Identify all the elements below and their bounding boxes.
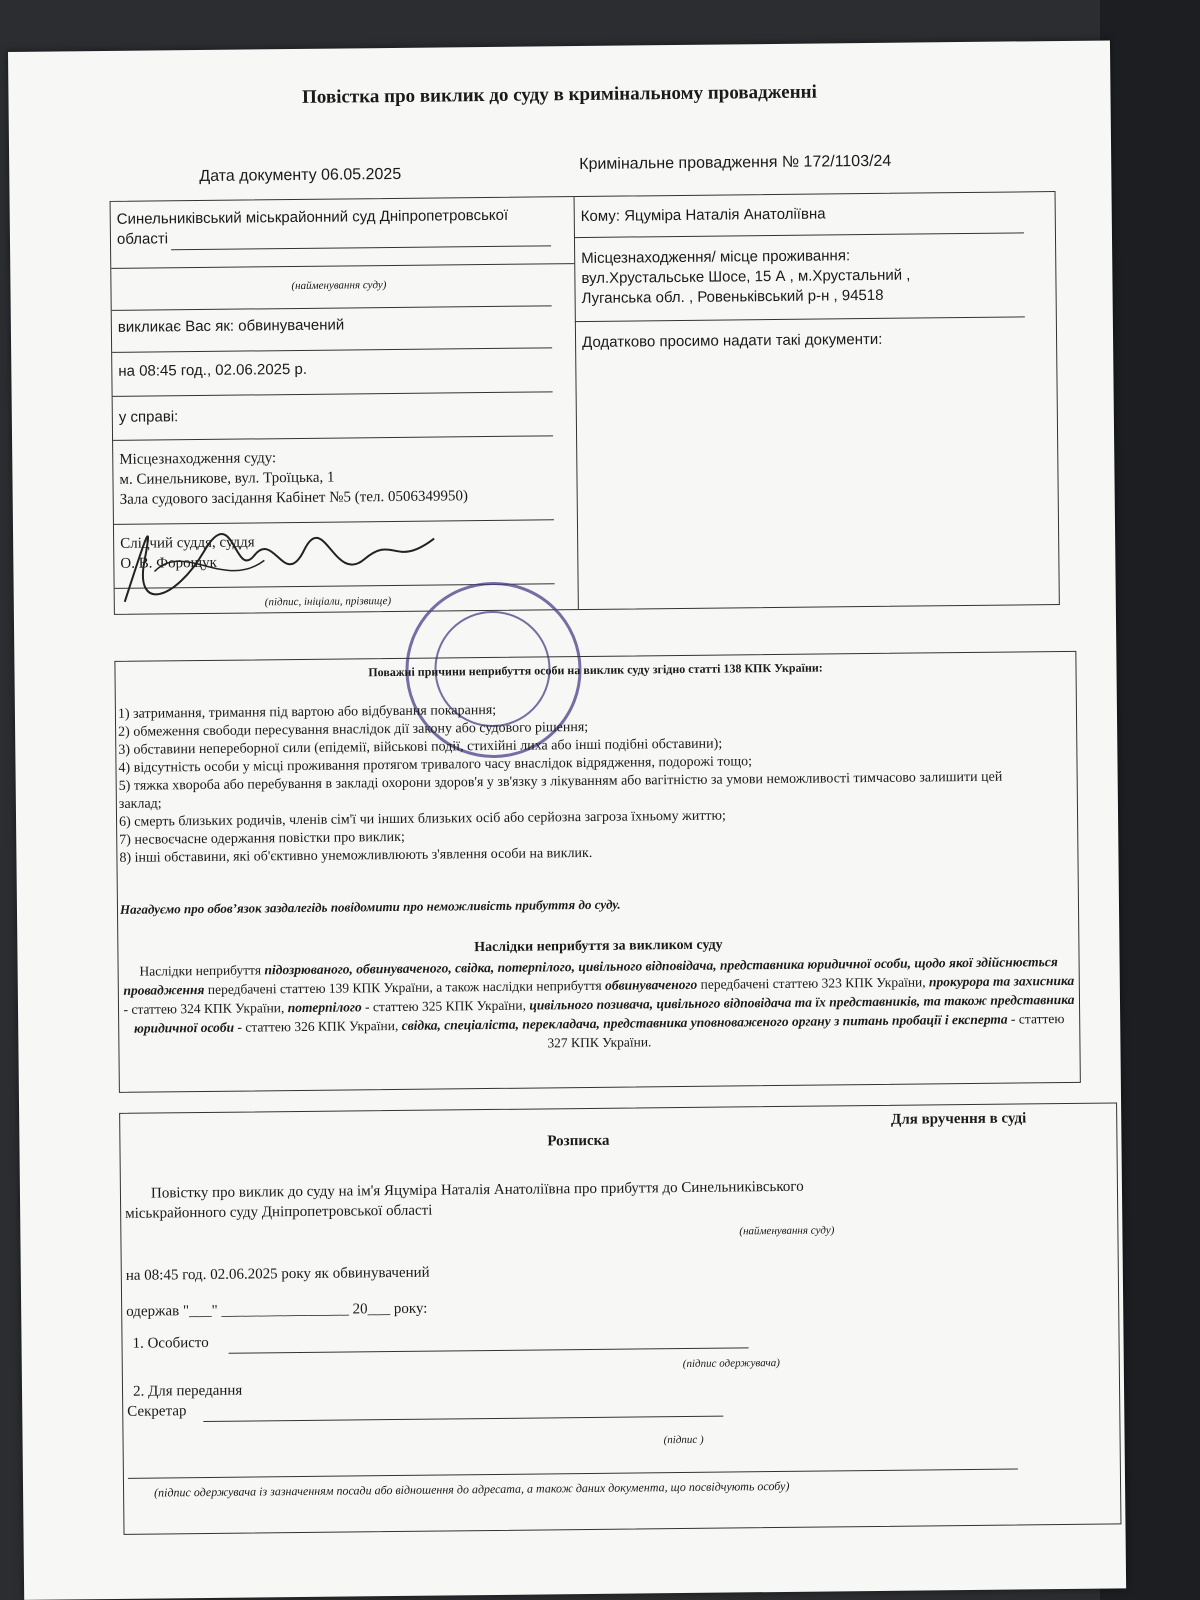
reason-item: 4) відсутність особи у місці проживання протягом тривалого часу внаслідок відрядження, подорожі тощо; bbox=[118, 754, 753, 776]
consequences-segment: цивільного позивача, цивільного відповідача та їх представників, та також представника юридичної особи bbox=[133, 991, 1075, 1036]
consequences-segment: прокурора та захисника bbox=[928, 972, 1075, 990]
court-name-line1: Синельниківський міськрайонний суд Дніпропетровської bbox=[116, 206, 509, 228]
hearing-time: на 08:45 год., 02.06.2025 р. bbox=[118, 360, 308, 380]
recipient-name: Кому: Яцуміра Наталія Анатоліївна bbox=[580, 205, 826, 226]
reason-item: 3) обставини непереборної сили (епідемії, військові події, стихійні лиха або інші подібні обставини); bbox=[118, 736, 723, 758]
court-address: м. Синельникове, вул. Троїцька, 1 bbox=[119, 469, 335, 488]
divider bbox=[574, 232, 1024, 238]
recipient-signature-caption: (підпис одержувача) bbox=[682, 1356, 781, 1371]
received-date-line: одержав "___" _________________ 20___ року: bbox=[126, 1300, 428, 1320]
consequences-segment: - статтею 326 КПК України, bbox=[234, 1017, 402, 1035]
divider bbox=[112, 305, 552, 311]
column-divider bbox=[574, 197, 579, 609]
reason-item: 5) тяжка хвороба або перебування в закладі охорони здоров'я у зв'язку з лікуванням або вагітністю за умови неможливості тимчасово залишити цей заклад; bbox=[118, 769, 1003, 812]
for-transfer-label: 2. Для передання bbox=[132, 1382, 243, 1400]
divider bbox=[112, 347, 552, 353]
receipt-heading: Розписка bbox=[547, 1132, 610, 1150]
judge-signature bbox=[114, 498, 445, 611]
summons-details-table bbox=[110, 191, 1060, 615]
document-title: Повістка про виклик до суду в кримінальному провадженні bbox=[301, 81, 817, 108]
consequences-segment: - статтею 327 КПК України. bbox=[547, 1010, 1065, 1051]
summons-role: викликає Вас як: обвинувачений bbox=[117, 316, 345, 336]
consequences-segment: - статтею 325 КПК України, bbox=[361, 997, 530, 1015]
consequences-text bbox=[123, 952, 1076, 1057]
court-location-label: Місцезнаходження суду: bbox=[119, 450, 277, 468]
signature-line bbox=[128, 1469, 1018, 1479]
receipt-section bbox=[119, 1102, 1121, 1534]
reason-item: 6) смерть близьких родичів, членів сім'ї чи інших близьких осіб або серйозна загроза їхньому життю; bbox=[118, 808, 726, 830]
for-court-label: Для вручення в суді bbox=[890, 1110, 1027, 1128]
secretary-label: Секретар bbox=[127, 1403, 187, 1420]
reasons-list bbox=[118, 696, 1060, 868]
residence-address-line2: Луганська обл. , Ровеньківський р-н , 94518 bbox=[581, 286, 884, 308]
reason-item: 2) обмеження свободи пересування внаслідок дії закону або судового рішення; bbox=[118, 719, 589, 740]
court-name bbox=[117, 205, 567, 250]
receipt-text-line1: Повістку про виклик до суду на ім'я Яцуміра Наталія Анатоліївна про прибуття до Синельниківського bbox=[150, 1178, 804, 1202]
signature-line bbox=[203, 1416, 723, 1422]
divider bbox=[111, 263, 574, 269]
court-hall: Зала судового засідання Кабінет №5 (тел. 0506349950) bbox=[119, 488, 469, 508]
footer-caption: (підпис одержувача із зазначенням посади або відношення до адресата, а також даних документа, що посвідчують особу) bbox=[154, 1478, 790, 1500]
judge-label: Слідчий суддя, суддя bbox=[120, 534, 255, 552]
signature-line bbox=[229, 1347, 749, 1353]
consequences-segment: підозрюваного, обвинуваченого, свідка, потерпілого, цивільного відповідача, представника юридичної особи, щодо якої здійснюється провадження bbox=[123, 954, 1058, 998]
consequences-segment: обвинуваченого bbox=[605, 976, 698, 993]
residence-label: Місцезнаходження/ місце проживання: bbox=[581, 247, 851, 268]
reasons-heading: Поважні причини неприбуття особи на виклик суду згідно статті 138 КПК України: bbox=[368, 660, 823, 680]
court-name-caption: (найменування суду) bbox=[291, 279, 387, 293]
consequences-segment: передбачені статтею 323 КПК України, bbox=[697, 974, 930, 992]
divider bbox=[575, 316, 1025, 322]
document-date: Дата документу 06.05.2025 bbox=[199, 165, 402, 186]
reason-item: 1) затримання, тримання під вартою або відбування покарання; bbox=[117, 702, 497, 722]
consequences-segment: свідка, спеціаліста, перекладача, представника уповноваженого органу з питань пробації і експерта bbox=[401, 1011, 1008, 1033]
personally-label: 1. Особисто bbox=[132, 1334, 209, 1352]
consequences-heading: Наслідки неприбуття за викликом суду bbox=[474, 937, 723, 956]
secretary-signature-caption: (підпис ) bbox=[663, 1433, 704, 1447]
consequences-segment: потерпілого bbox=[287, 999, 362, 1016]
summons-document bbox=[8, 40, 1126, 1599]
judge-name: О. В. Форощук bbox=[120, 554, 217, 572]
consequences-segment: передбачені статтею 139 КПК України, а також наслідки неприбуття bbox=[204, 977, 606, 997]
documents-request-label: Додатково просимо надати такі документи: bbox=[581, 330, 883, 352]
reminder-text: Нагадуємо про обов’язок заздалегідь повідомити про неможливість прибуття до суду. bbox=[119, 896, 621, 917]
divider bbox=[113, 391, 553, 397]
residence-address-line1: вул.Хрустальське Шосе, 15 А , м.Хрустальний , bbox=[581, 266, 911, 288]
divider bbox=[113, 435, 553, 441]
receipt-text-line2: міськрайонного суду Дніпропетровської області bbox=[125, 1202, 433, 1222]
case-number: Кримінальне провадження № 172/1103/24 bbox=[579, 152, 892, 174]
receipt-time-line: на 08:45 год. 02.06.2025 року як обвинувачений bbox=[125, 1264, 430, 1284]
court-name-line2: області bbox=[116, 230, 169, 248]
court-caption: (найменування суду) bbox=[739, 1224, 835, 1238]
consequences-segment: - статтею 324 КПК України, bbox=[123, 1000, 288, 1017]
reason-item: 7) несвоєчасне одержання повістки про виклик; bbox=[119, 829, 405, 848]
absence-reasons-section bbox=[114, 651, 1080, 1093]
signature-caption: (підпис, ініціали, прізвище) bbox=[264, 595, 392, 609]
consequences-segment: Наслідки неприбуття bbox=[139, 962, 265, 979]
case-label: у справі: bbox=[118, 408, 179, 426]
reason-item: 8) інші обставини, які об'єктивно унеможливлюють з'явлення особи на виклик. bbox=[119, 845, 593, 866]
